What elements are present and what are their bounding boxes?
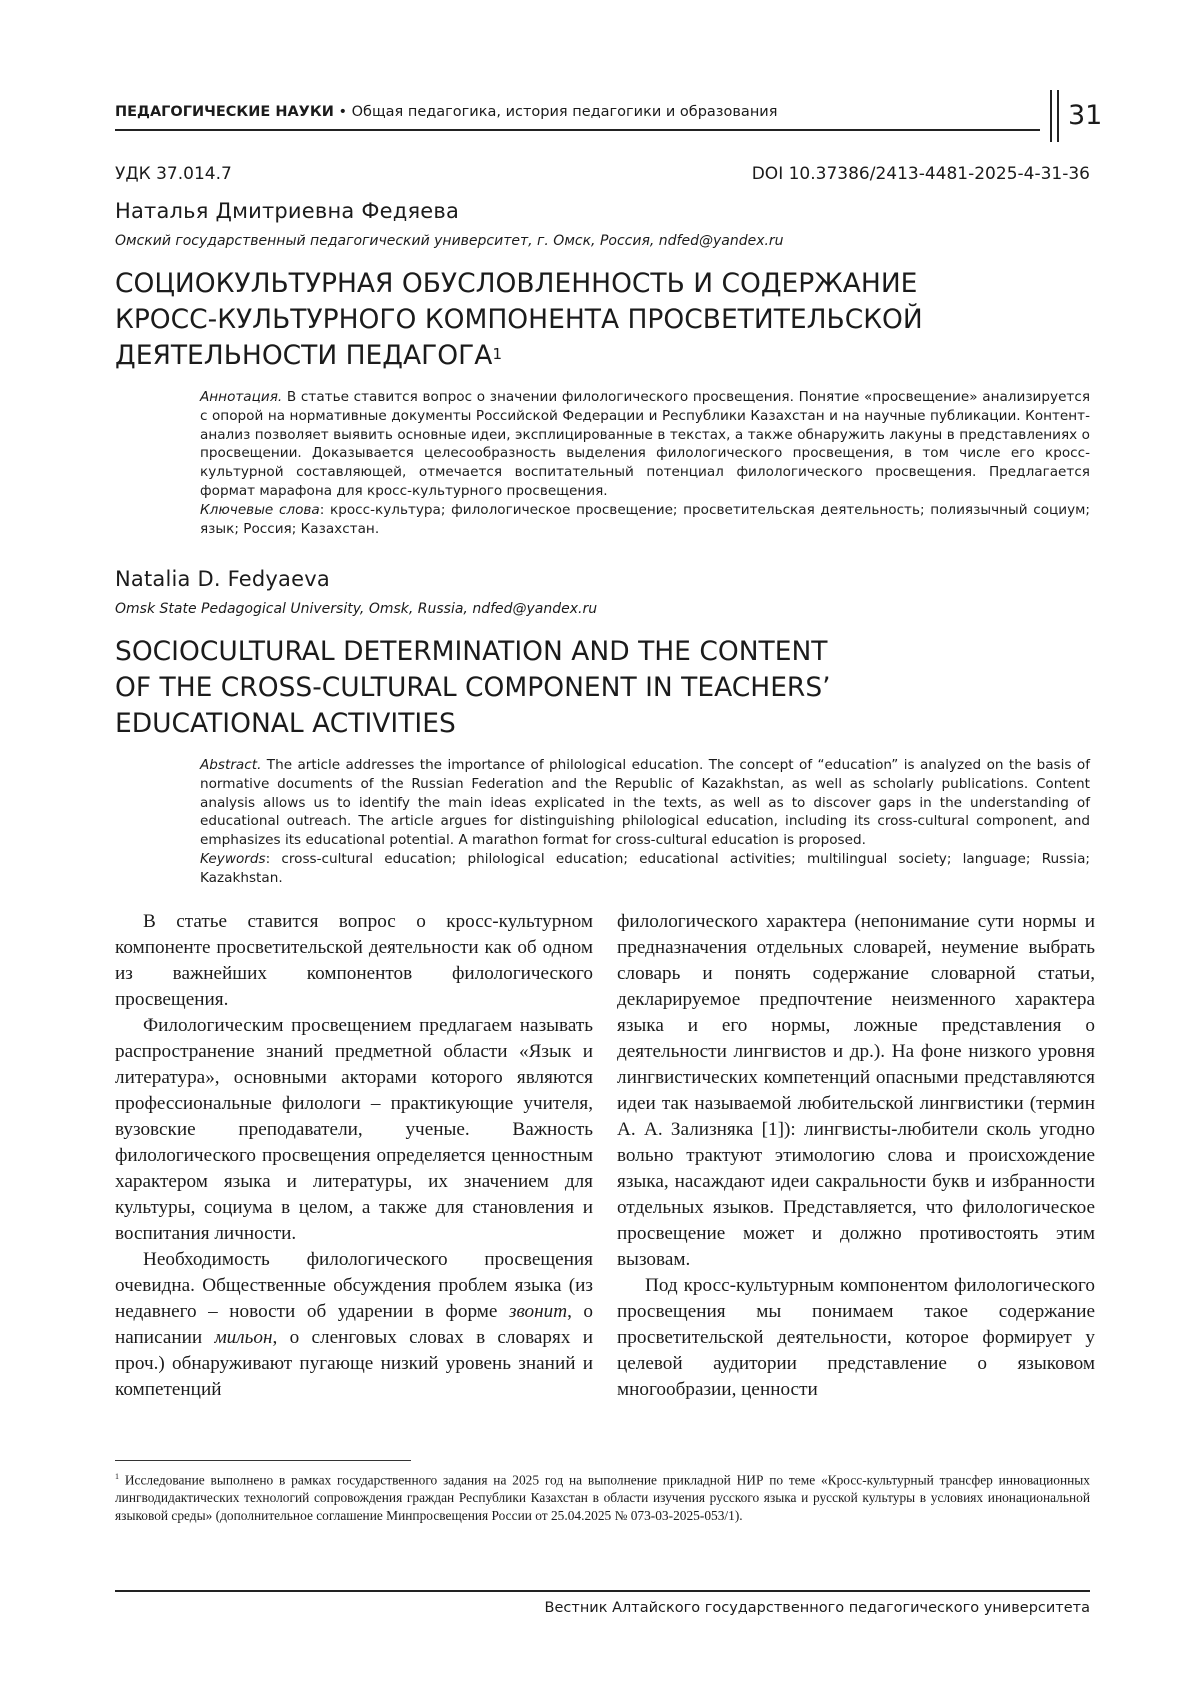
header-rule — [115, 129, 1040, 131]
abstract-label: Аннотация. — [200, 389, 283, 405]
text-run: Необходимость филологического просвещения очевидна. Общественные обсуждения проблем языка (из недавнего – новости об ударении в форме — [115, 1249, 593, 1322]
footnote — [115, 1468, 1090, 1525]
title-line — [115, 338, 923, 374]
header-divider-bar — [1057, 90, 1059, 142]
running-head-subsection: • Общая педагогика, история педагогики и образования — [333, 104, 778, 120]
title-line: СОЦИОКУЛЬТУРНАЯ ОБУСЛОВЛЕННОСТЬ И СОДЕРЖАНИЕ — [115, 268, 918, 299]
keywords-label: Ключевые слова — [200, 501, 320, 518]
body-paragraph — [115, 1247, 593, 1403]
article-title-en — [115, 634, 831, 742]
italic-term: мильон — [214, 1327, 273, 1348]
abstract-text: В статье ставится вопрос о значении филологического просвещения. Понятие «просвещение» анализируется с опорой на нормативные документы Российской Федерации и Республики Казахстан и на научные публикации. Контент-анализ позволяет выявить основные идеи, эксплицированные в текстах, а также обнаружить лакуны в представлениях о просвещении. Доказывается целесообразность выделения филологического просвещения, в том числе его кросс-культурной составляющей, отмечается воспитательный потенциал филологического просвещения. Предлагается формат марафона для кросс-культурного просвещения. — [200, 389, 1090, 499]
doi-link[interactable]: DOI 10.37386/2413-4481-2025-4-31-36 — [751, 164, 1090, 184]
abstract-en — [200, 756, 1090, 888]
header-divider-bar — [1050, 90, 1052, 142]
body-column-right — [617, 909, 1095, 1403]
italic-term: звонит — [508, 1301, 568, 1322]
footer-rule — [115, 1590, 1090, 1592]
title-line-text: ДЕЯТЕЛЬНОСТИ ПЕДАГОГА — [115, 340, 493, 371]
abstract-label: Abstract. — [200, 757, 262, 773]
title-line: SOCIOCULTURAL DETERMINATION AND THE CONTENT — [115, 636, 828, 667]
keywords-text: : cross-cultural education; philological education; educational activities; multilingual society; language; Russia; Kazakhstan. — [200, 850, 1090, 886]
body-paragraph: Под кросс-культурным компонентом филологического просвещения мы понимаем такое содержание просветительской деятельности, которое формирует у целевой аудитории представление о языковом многообразии, ценности — [617, 1275, 1095, 1400]
body-paragraph: В статье ставится вопрос о кросс-культурном компоненте просветительской деятельности как об одном из важнейших компонентов филологического просвещения. — [115, 911, 593, 1010]
abstract-text: The article addresses the importance of philological education. The concept of “education” is analyzed on the basis of normative documents of the Russian Federation and the Republic of Kazakhstan, as well as scholarly publications. Content analysis allows us to identify the main ideas explicated in the texts, as well as to discover gaps in the understanding of educational outreach. The article argues for distinguishing philological education, including its cross-cultural component, and emphasizes its educational potential. A marathon format for cross-cultural education is proposed. — [200, 757, 1090, 849]
page-number: 31 — [1068, 100, 1103, 131]
author-name-ru: Наталья Дмитриевна Федяева — [115, 199, 460, 223]
text-run: , о написании — [115, 1301, 593, 1348]
author-name-en: Natalia D. Fedyaeva — [115, 567, 330, 591]
footnote-mark[interactable]: 1 — [492, 345, 502, 363]
keywords-label: Keywords — [200, 850, 266, 867]
footnote-text: Исследование выполнено в рамках государственного задания на 2025 год на выполнение прикладной НИР по теме «Кросс-культурный трансфер инновационных лингводидактических технологий сопровождения граждан Республики Казахстан в области изучения русского языка и русской культуры в условиях инонациональной языковой среды» (дополнительное соглашение Минпросвещения России от 25.04.2025 № 073-03-2025-053/1). — [115, 1472, 1090, 1524]
title-line: КРОСС-КУЛЬТУРНОГО КОМПОНЕНТА ПРОСВЕТИТЕЛЬСКОЙ — [115, 304, 923, 335]
footnote-rule — [115, 1460, 411, 1461]
abstract-ru — [200, 388, 1090, 538]
body-column-left — [115, 909, 593, 1403]
running-head-section: ПЕДАГОГИЧЕСКИЕ НАУКИ — [115, 104, 334, 120]
body-paragraph: филологического характера (непонимание сути нормы и предназначения отдельных словарей, неумение выбрать словарь и понять содержание словарной статьи, декларируемое предпочтение неизменного характера языка и его нормы, ложные представления о деятельности лингвистов и др.). На фоне низкого уровня лингвистических компетенций опасными представляются идеи так называемой любительской лингвистики (термин А. А. Зализняка [1]): лингвисты-любители сколь угодно вольно трактуют этимологию слова и происхождение языка, насаждают идеи сакральности букв и избранности отдельных языков. Представляется, что филологическое просвещение может и должно противостоять этим вызовам. — [617, 911, 1095, 1270]
udk-code: УДК 37.014.7 — [115, 164, 232, 184]
affiliation-ru: Омский государственный педагогический университет, г. Омск, Россия, ndfed@yandex.ru — [115, 233, 784, 249]
keywords-text: : кросс-культура; филологическое просвещение; просветительская деятельность; полиязычный социум; язык; Россия; Казахстан. — [200, 501, 1090, 537]
body-paragraph: Филологическим просвещением предлагаем называть распространение знаний предметной области «Язык и литература», основными акторами которого являются профессиональные филологи – практикующие учителя, вузовские преподаватели, ученые. Важность филологического просвещения определяется ценностным характером языка и литературы, их значением для культуры, социума в целом, а также для становления и воспитания личности. — [115, 1015, 593, 1244]
affiliation-en: Omsk State Pedagogical University, Omsk, Russia, ndfed@yandex.ru — [115, 601, 598, 617]
text-run: , о сленговых словах в словарях и проч.) обнаруживают пугающе низкий уровень знаний и компетенций — [115, 1327, 594, 1400]
footnote-number: 1 — [115, 1472, 119, 1481]
journal-name: Вестник Алтайского государственного педагогического университета — [544, 1600, 1090, 1616]
title-line: EDUCATIONAL ACTIVITIES — [115, 708, 456, 739]
running-head — [115, 104, 777, 120]
article-title-ru — [115, 266, 923, 374]
title-line: OF THE CROSS-CULTURAL COMPONENT IN TEACHERS’ — [115, 672, 831, 703]
